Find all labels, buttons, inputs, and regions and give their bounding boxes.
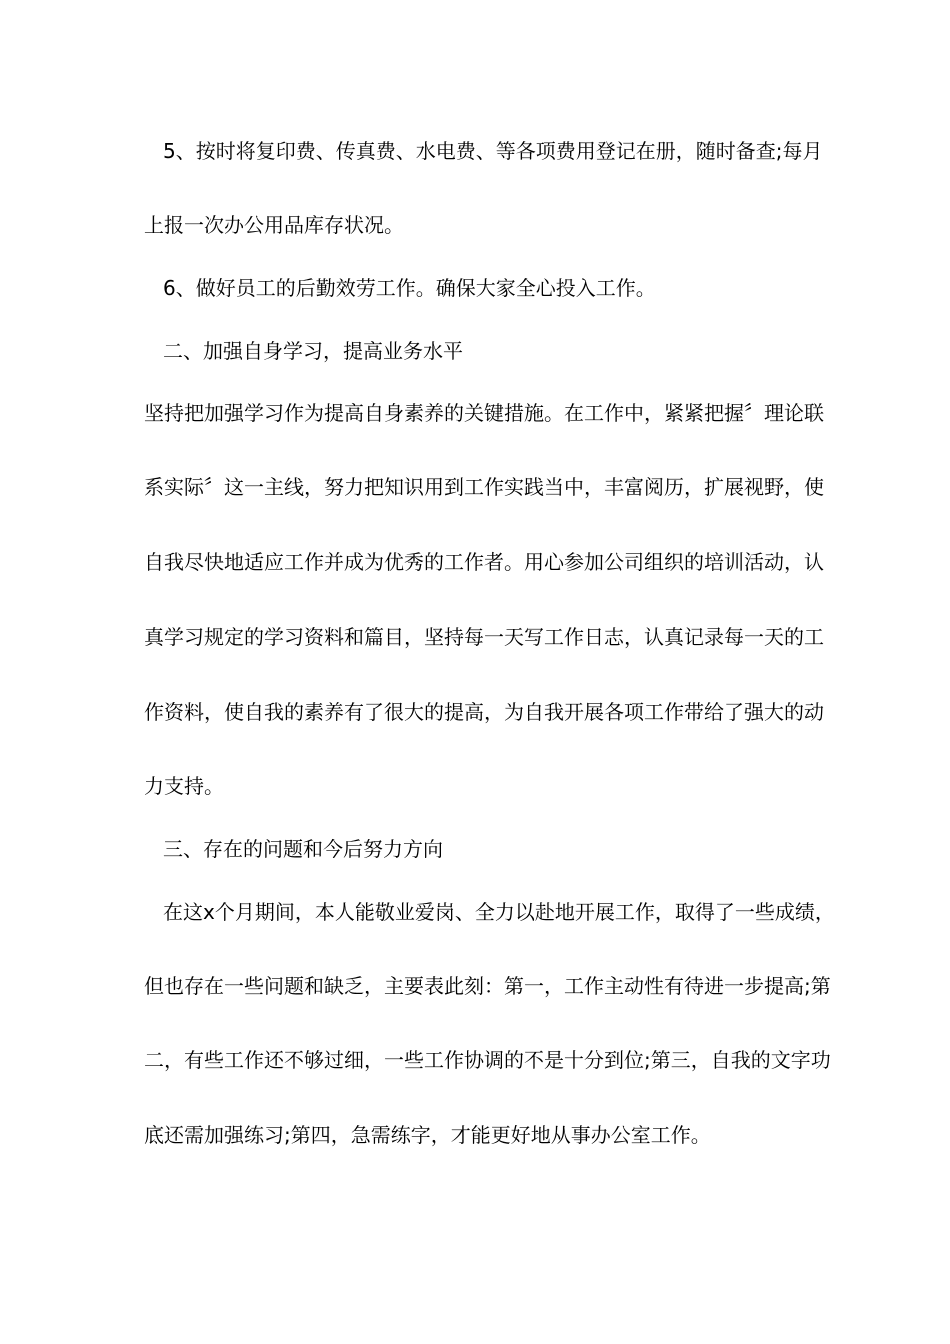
paragraph-line: 作资料，使自我的素养有了很大的提高，为自我开展各项工作带给了强大的动 [144, 700, 824, 724]
paragraph-line: 5、按时将复印费、传真费、水电费、等各项费用登记在册，随时备查;每月 [163, 139, 823, 163]
section-heading: 二、加强自身学习，提高业务水平 [163, 339, 463, 363]
paragraph-line: 但也存在一些问题和缺乏，主要表此刻：第一，工作主动性有待进一步提高;第 [144, 974, 831, 998]
paragraph-line: 力支持。 [144, 774, 224, 798]
paragraph-line: 底还需加强练习;第四，急需练字，才能更好地从事办公室工作。 [144, 1123, 711, 1147]
paragraph-line: 上报一次办公用品库存状况。 [144, 213, 404, 237]
paragraph-line: 系实际〞这一主线，努力把知识用到工作实践当中，丰富阅历，扩展视野，使 [144, 475, 824, 499]
paragraph-line: 二，有些工作还不够过细，一些工作协调的不是十分到位;第三，自我的文字功 [144, 1048, 831, 1072]
paragraph-line: 自我尽快地适应工作并成为优秀的工作者。用心参加公司组织的培训活动，认 [144, 550, 824, 574]
section-heading: 三、存在的问题和今后努力方向 [163, 837, 443, 861]
paragraph-line: 真学习规定的学习资料和篇目，坚持每一天写工作日志，认真记录每一天的工 [144, 625, 824, 649]
paragraph-line: 在这x个月期间，本人能敬业爱岗、全力以赴地开展工作，取得了一些成绩， [163, 900, 835, 924]
paragraph-line: 坚持把加强学习作为提高自身素养的关键措施。在工作中，紧紧把握〞理论联 [144, 401, 824, 425]
paragraph-line: 6、做好员工的后勤效劳工作。确保大家全心投入工作。 [163, 276, 656, 300]
